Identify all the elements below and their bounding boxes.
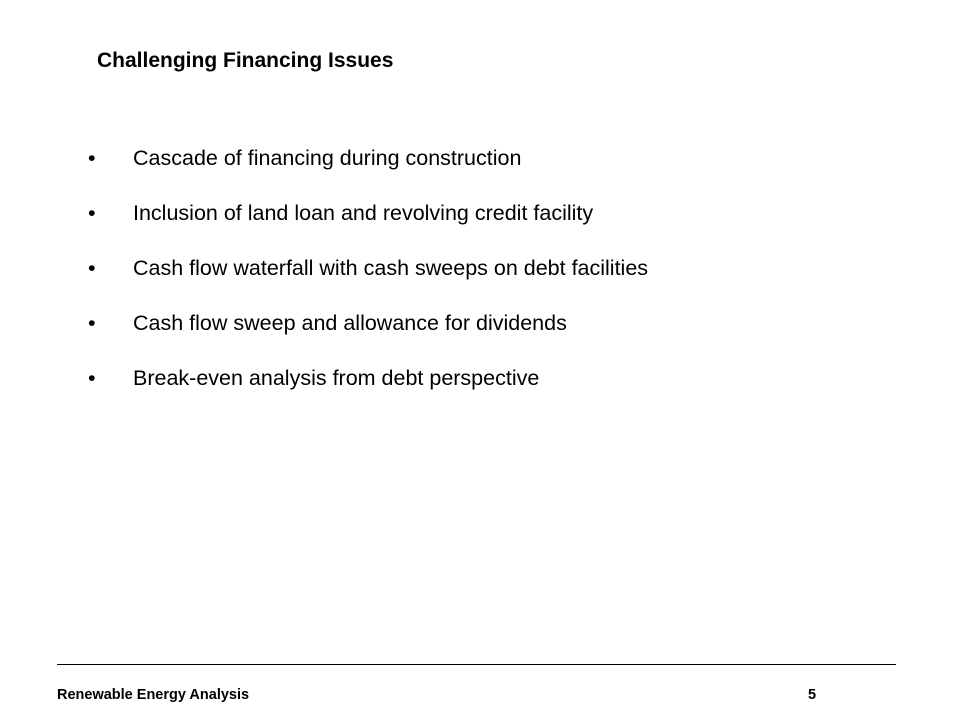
footer-title: Renewable Energy Analysis [57, 687, 250, 703]
bullet-icon: • [88, 201, 96, 225]
page-number: 5 [808, 687, 817, 703]
bullet-icon: • [88, 146, 96, 170]
bullet-text: Cash flow waterfall with cash sweeps on debt facilities [133, 256, 649, 280]
bullet-text: Cash flow sweep and allowance for dividends [133, 311, 567, 335]
bullet-text: Break-even analysis from debt perspective [133, 366, 540, 390]
bullet-icon: • [88, 256, 96, 280]
slide-title: Challenging Financing Issues [97, 49, 394, 72]
footer-divider [57, 664, 896, 665]
bullet-text: Inclusion of land loan and revolving credit facility [133, 201, 594, 225]
bullet-text: Cascade of financing during construction [133, 146, 522, 170]
bullet-icon: • [88, 366, 96, 390]
bullet-icon: • [88, 311, 96, 335]
